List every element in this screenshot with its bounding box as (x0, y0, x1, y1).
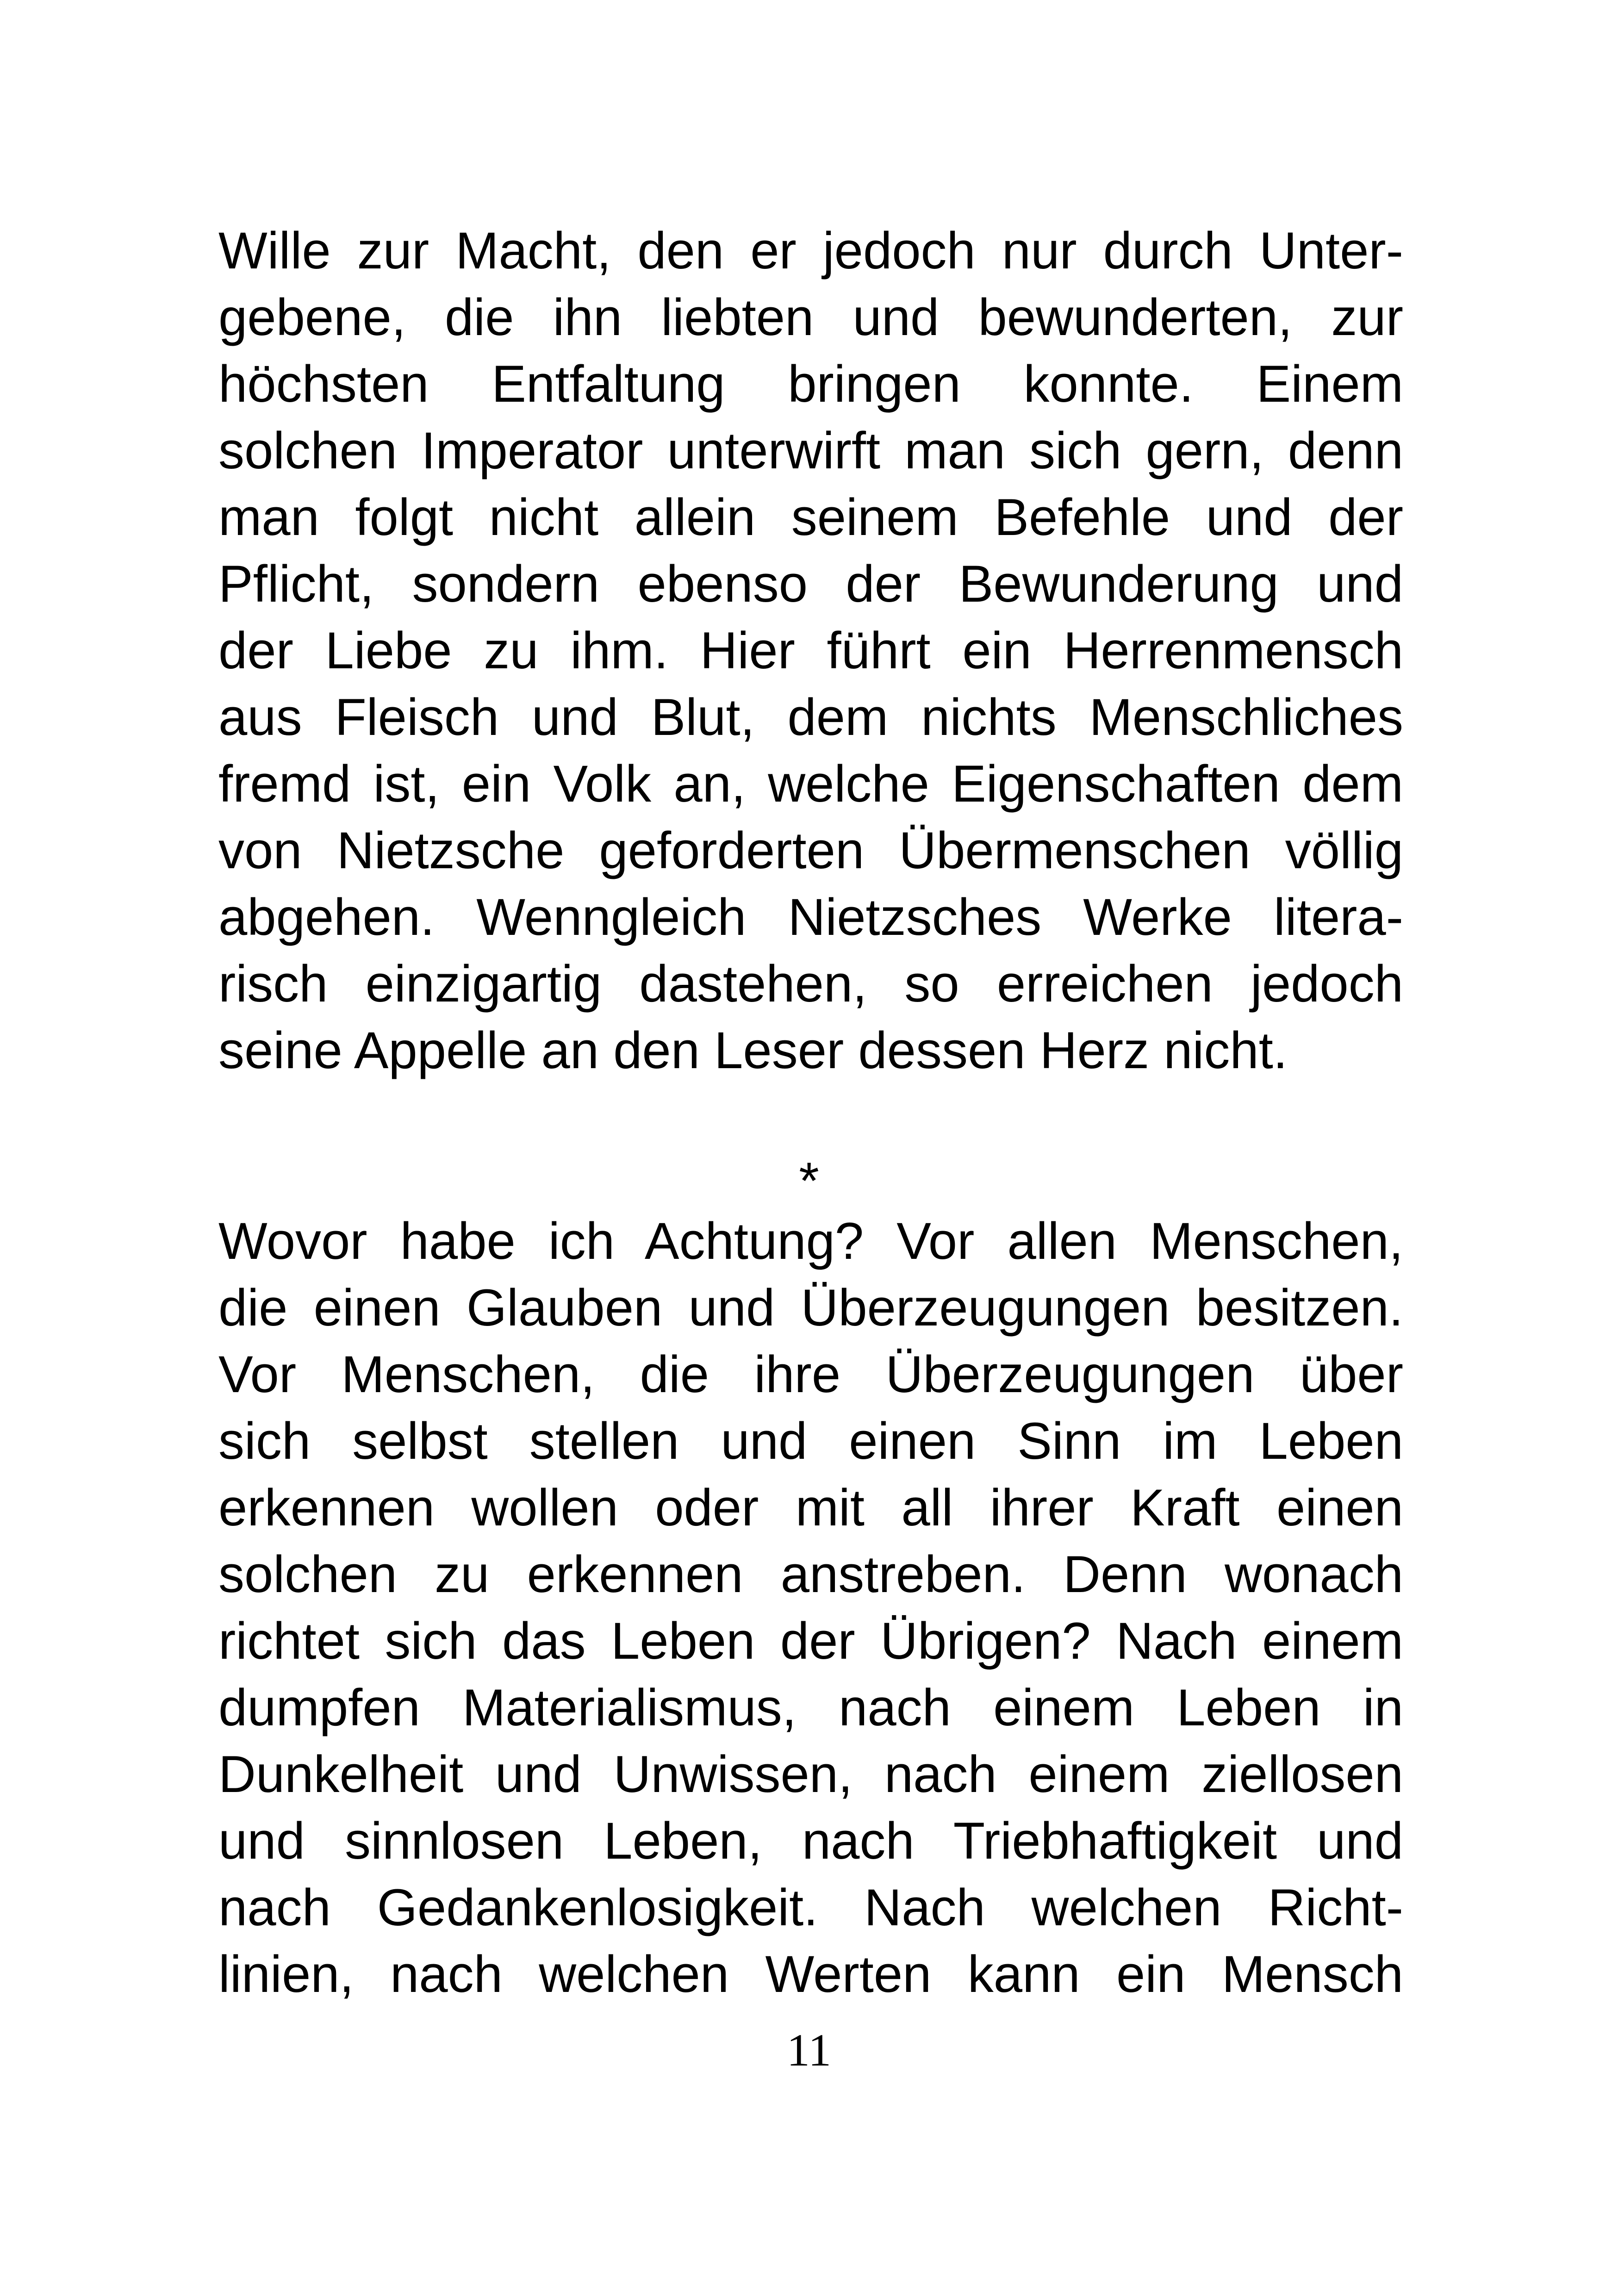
text-line: Wille zur Macht, den er jedoch nur durch Unter- (218, 222, 1403, 280)
page-number: 11 (786, 2024, 832, 2076)
text-line: richtet sich das Leben der Übrigen? Nach einem (218, 1612, 1403, 1670)
text-line: Pflicht, sondern ebenso der Bewunderung und (218, 555, 1403, 613)
text-line: Dunkelheit und Unwissen, nach einem ziellosen (218, 1745, 1403, 1803)
text-line: erkennen wollen oder mit all ihrer Kraft einen (218, 1479, 1403, 1537)
section-separator: * (799, 1152, 819, 1210)
text-line: linien, nach welchen Werten kann ein Mensch (218, 1945, 1403, 2003)
text-line: höchsten Entfaltung bringen konnte. Einem (218, 355, 1403, 413)
text-line: abgehen. Wenngleich Nietzsches Werke litera- (218, 888, 1403, 946)
text-line: dumpfen Materialismus, nach einem Leben in (218, 1679, 1403, 1736)
text-line: der Liebe zu ihm. Hier führt ein Herrenmensch (218, 622, 1403, 679)
text-line: seine Appelle an den Leser dessen Herz nicht. (218, 1021, 1288, 1079)
text-line: gebene, die ihn liebten und bewunderten, zur (218, 288, 1403, 346)
text-line: die einen Glauben und Überzeugungen besitzen. (218, 1279, 1403, 1337)
text-line: fremd ist, ein Volk an, welche Eigenschaften dem (218, 755, 1403, 813)
text-line: und sinnlosen Leben, nach Triebhaftigkeit und (218, 1812, 1403, 1870)
paragraph-1 (218, 218, 1403, 1084)
text-line: sich selbst stellen und einen Sinn im Leben (218, 1412, 1403, 1470)
text-line: von Nietzsche geforderten Übermenschen völlig (218, 821, 1403, 879)
text-line: solchen Imperator unterwirft man sich gern, denn (218, 422, 1403, 479)
text-line: risch einzigartig dastehen, so erreichen jedoch (218, 955, 1403, 1013)
text-line: aus Fleisch und Blut, dem nichts Menschliches (218, 688, 1403, 746)
text-line: man folgt nicht allein seinem Befehle und der (218, 488, 1403, 546)
text-line: nach Gedankenlosigkeit. Nach welchen Richt- (218, 1879, 1403, 1936)
text-line: Vor Menschen, die ihre Überzeugungen über (218, 1345, 1403, 1403)
text-line: solchen zu erkennen anstreben. Denn wonach (218, 1545, 1403, 1603)
paragraph-2 (218, 1208, 1403, 2008)
text-line: Wovor habe ich Achtung? Vor allen Menschen, (218, 1212, 1403, 1270)
